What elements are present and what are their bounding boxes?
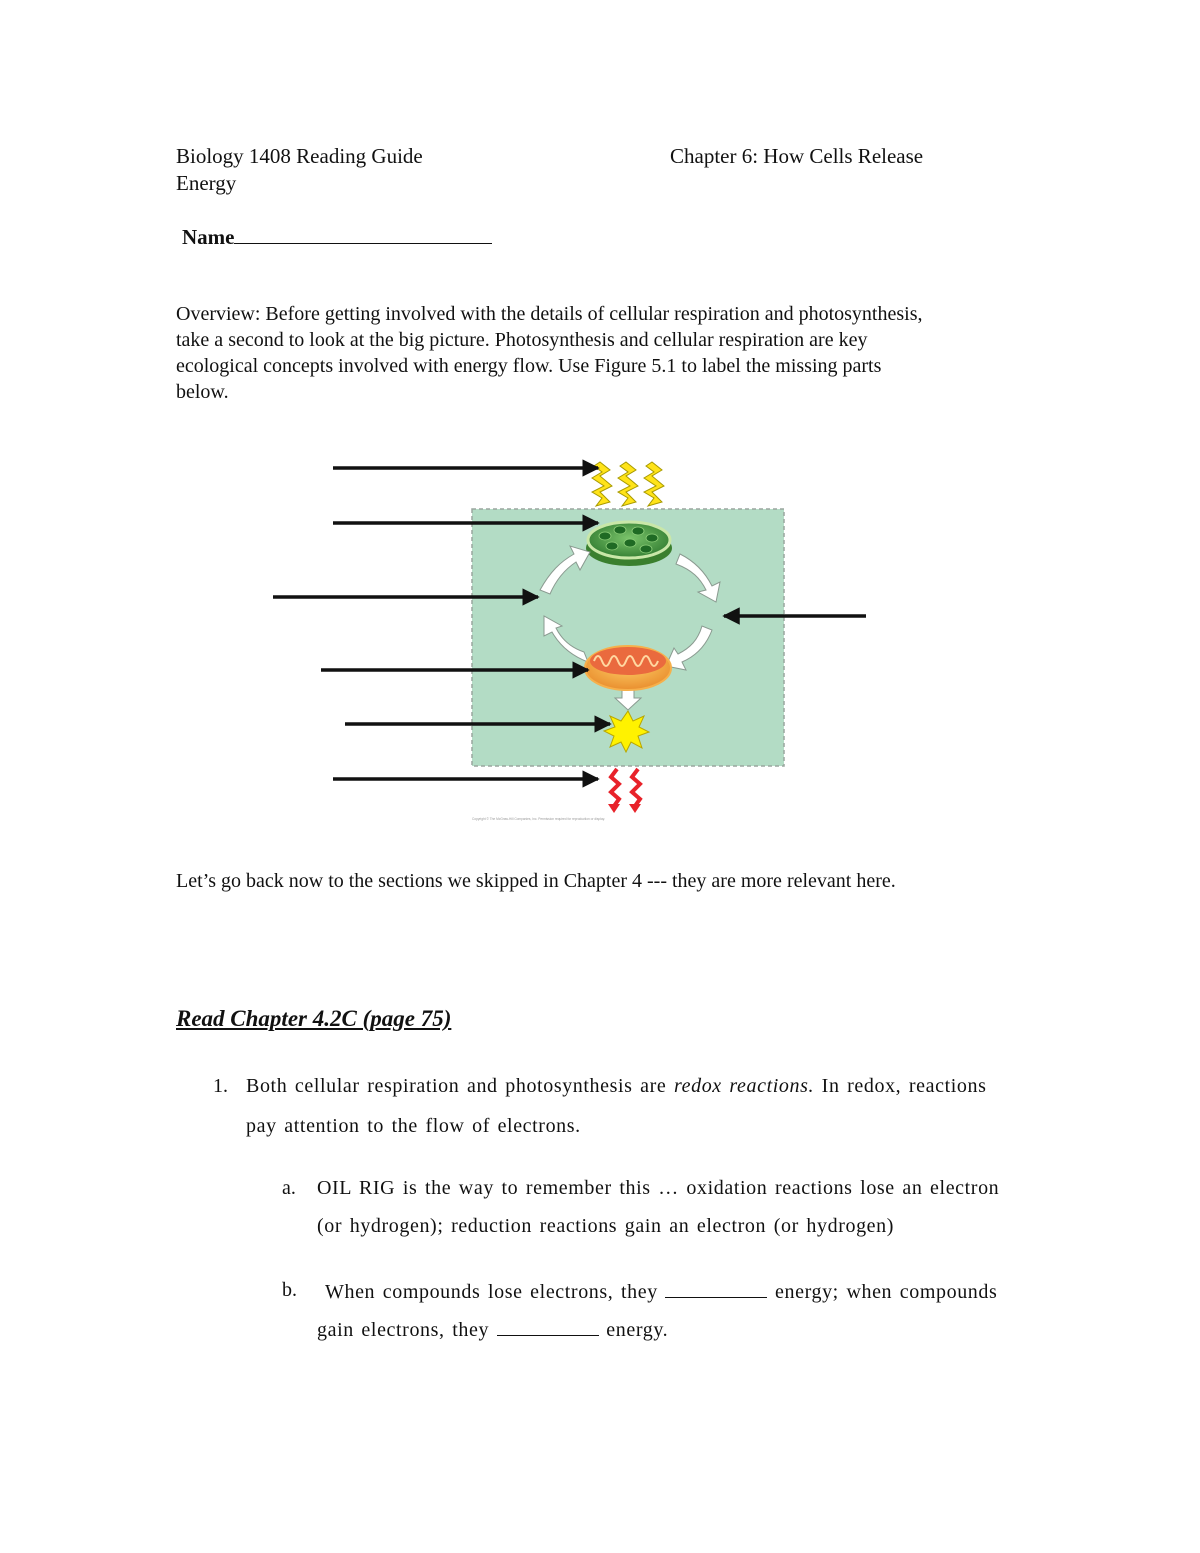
figure-copyright: Copyright © The McGraw-Hill Companies, Inc. Permission required for reproduction or display.: [472, 817, 605, 821]
chapter-title-continuation: Energy: [176, 171, 237, 195]
overview-line-3: ecological concepts involved with energy flow. Use Figure 5.1 to label the missing parts: [176, 355, 882, 377]
transition-text: Let’s go back now to the sections we skipped in Chapter 4 --- they are more relevant here.: [176, 870, 896, 892]
item-1-line-2: pay attention to the flow of electrons.: [246, 1115, 581, 1137]
chloroplast-icon: [586, 522, 672, 566]
chapter-title: Chapter 6: How Cells Release: [670, 144, 924, 168]
sub-a-line-1: OIL RIG is the way to remember this … oxidation reactions lose an electron: [317, 1177, 1000, 1199]
answer-blank-1[interactable]: [665, 1279, 767, 1298]
sub-b-line-2: gain electrons, they energy.: [317, 1319, 669, 1341]
sunlight-icon: [592, 462, 664, 506]
item-1-number: 1.: [213, 1075, 228, 1097]
overview-line-2: take a second to look at the big picture. Photosynthesis and cellular respiration are key: [176, 329, 868, 351]
item-1-line-1: Both cellular respiration and photosynthesis are redox reactions. In redox, reactions: [246, 1075, 987, 1097]
redox-term: redox reactions.: [673, 1075, 815, 1097]
name-label: Name: [182, 225, 235, 249]
heat-icon: [608, 769, 641, 813]
sub-b-letter: b.: [282, 1279, 297, 1301]
overview-line-4: below.: [176, 381, 229, 403]
course-title: Biology 1408 Reading Guide: [176, 144, 423, 168]
sub-a-letter: a.: [282, 1177, 296, 1199]
sub-b-line-1: When compounds lose electrons, they energy; when compounds: [325, 1281, 998, 1303]
overview-line-1: Overview: Before getting involved with the details of cellular respiration and photosynthesis,: [176, 303, 923, 325]
sub-a-line-2: (or hydrogen); reduction reactions gain an electron (or hydrogen): [317, 1215, 895, 1237]
mitochondrion-icon: [585, 646, 671, 690]
answer-blank-2[interactable]: [497, 1317, 599, 1336]
section-heading: Read Chapter 4.2C (page 75): [176, 1006, 452, 1031]
